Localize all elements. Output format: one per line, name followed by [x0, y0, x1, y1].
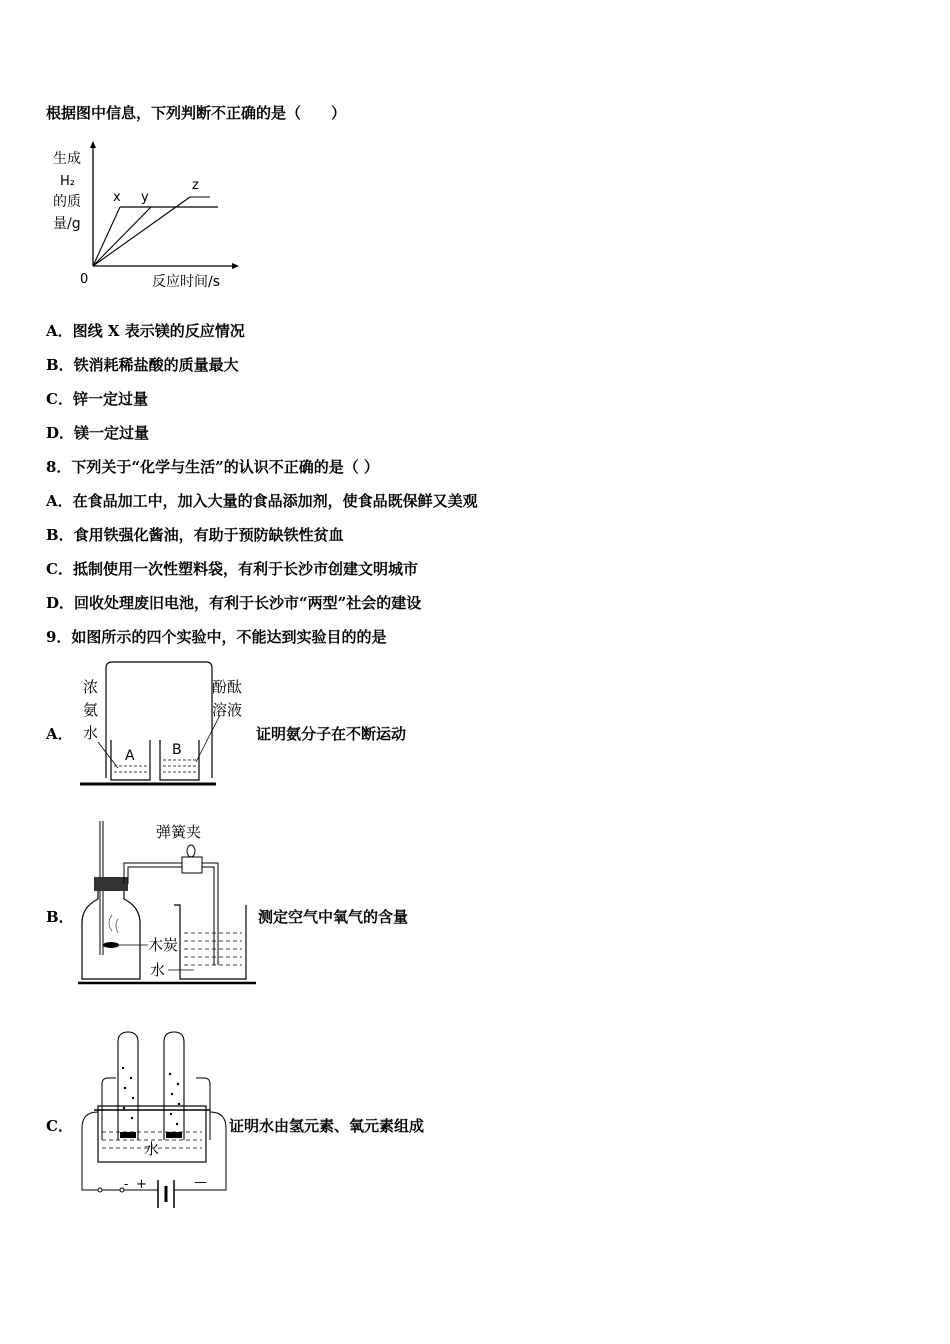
graph-xlabel: 反应时间/s: [152, 274, 221, 290]
q8-option-a: A．在食品加工中，加入大量的食品添加剂，使食品既保鲜又美观: [46, 492, 478, 510]
ammonia-diffusion-apparatus: [78, 660, 258, 790]
label-plus: +: [136, 1177, 147, 1192]
question9-stem: 9．如图所示的四个实验中，不能达到实验目的的是: [46, 628, 387, 646]
label-spring-clip: 弹簧夹: [156, 823, 202, 841]
spring-clip: [182, 857, 202, 873]
graph-ylabel-4: 量/g: [53, 216, 81, 232]
left-electrode: [120, 1132, 136, 1138]
charcoal: [103, 942, 119, 948]
question7-stem: 根据图中信息，下列判断不正确的是（ ）: [46, 104, 347, 122]
q7-option-b: B．铁消耗稀盐酸的质量最大: [46, 356, 239, 374]
label-battery-minus: —: [194, 1175, 207, 1190]
q7-option-d: D．镁一定过量: [46, 424, 150, 442]
graph-ylabel-2: H₂: [60, 174, 75, 189]
q8-option-b: B．食用铁强化酱油，有助于预防缺铁性贫血: [46, 526, 344, 544]
rubber-stopper: [94, 877, 128, 891]
beaker-a-label: A: [125, 748, 135, 764]
gas-bottle: [82, 891, 140, 979]
q9-item-a-letter: A．: [46, 725, 73, 743]
q8-option-d: D．回收处理废旧电池，有利于长沙市“两型”社会的建设: [46, 594, 422, 612]
left-test-tube: [118, 1032, 138, 1140]
graph-ylabel-1: 生成: [53, 151, 81, 167]
electrolysis-apparatus: [78, 1028, 234, 1213]
oxygen-content-apparatus: [76, 815, 262, 990]
label-minus: -: [124, 1177, 129, 1191]
label-solution: 溶液: [212, 701, 243, 719]
label-phenolphthalein: 酚酞: [212, 678, 243, 696]
q9-item-b-caption: 测定空气中氧气的含量: [258, 908, 409, 926]
right-test-tube: [164, 1032, 184, 1140]
label-charcoal: 木炭: [148, 936, 179, 954]
curve-y-line: [93, 207, 151, 266]
q7-option-c: C．锌一定过量: [46, 390, 148, 408]
curve-z-label: z: [192, 178, 199, 193]
label-concentrated: 浓: [83, 678, 99, 696]
q9-item-c-letter: C．: [46, 1117, 73, 1135]
q7-option-a: A．图线 X 表示镁的反应情况: [46, 322, 245, 340]
beaker-b-label: B: [172, 742, 182, 758]
graph-ylabel-3: 的质: [53, 194, 81, 210]
curve-x-line: [93, 207, 120, 266]
q8-option-c: C．抵制使用一次性塑料袋，有利于长沙市创建文明城市: [46, 560, 418, 578]
hydrogen-mass-graph: [40, 140, 250, 295]
right-electrode: [166, 1132, 182, 1138]
q9-item-b-letter: B．: [46, 908, 74, 926]
question8-stem: 8．下列关于“化学与生活”的认识不正确的是（ ）: [46, 458, 379, 476]
graph-origin: 0: [80, 272, 89, 287]
label-ammonia: 氨: [83, 701, 99, 719]
q9-item-a-caption: 证明氨分子在不断运动: [256, 725, 407, 743]
curve-y-label: y: [141, 190, 149, 205]
label-water-b: 水: [150, 961, 166, 979]
water-beaker: [174, 905, 246, 979]
curve-x-label: x: [113, 190, 121, 205]
q9-item-c-caption: 证明水由氢元素、氧元素组成: [229, 1117, 425, 1135]
label-water: 水: [83, 724, 99, 742]
x-axis-arrow-icon: [232, 263, 239, 269]
bell-jar: [106, 662, 212, 778]
label-water-c: 水: [144, 1140, 160, 1158]
y-axis-arrow-icon: [90, 141, 96, 148]
